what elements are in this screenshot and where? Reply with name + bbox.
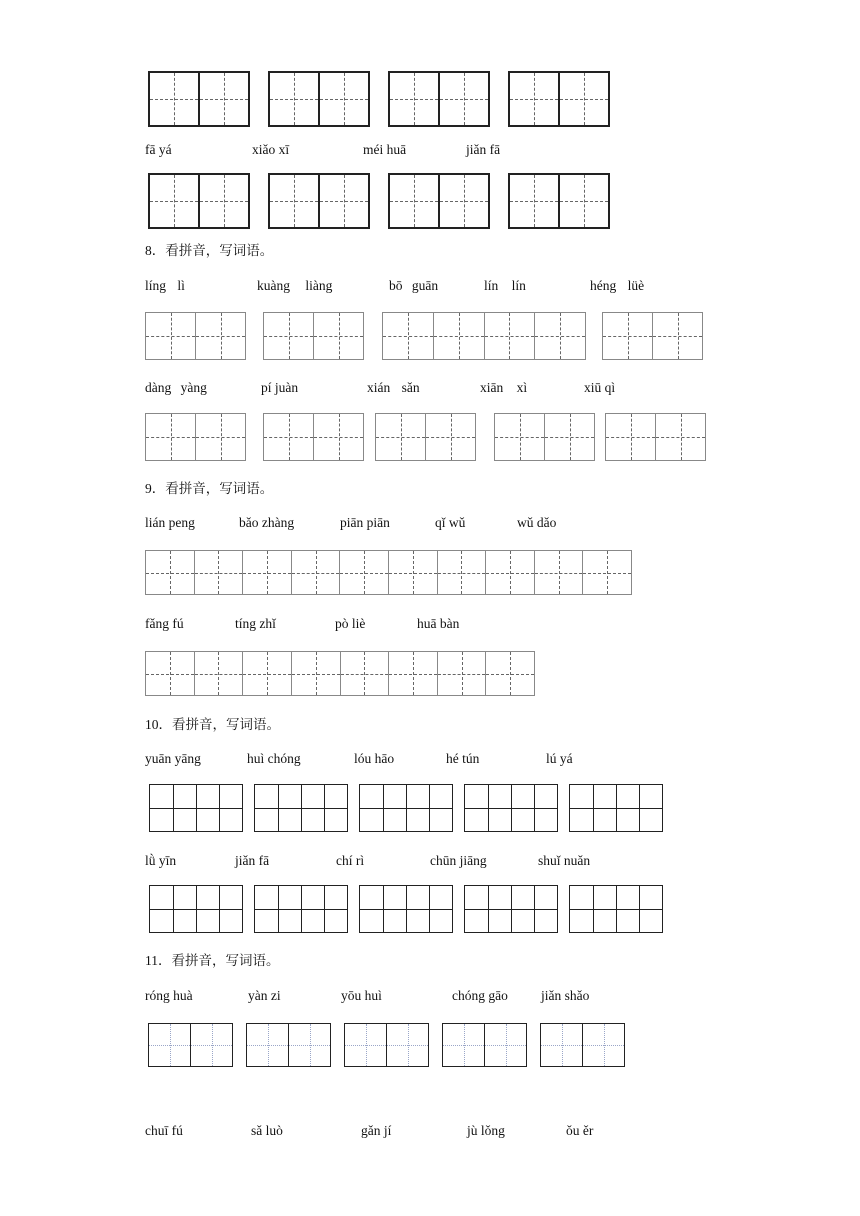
vertical-guide-line <box>344 73 345 125</box>
vertical-guide-line <box>289 414 290 460</box>
vertical-guide-line <box>310 1024 311 1066</box>
character-cell[interactable] <box>582 551 631 594</box>
grid-cells <box>510 73 608 125</box>
character-cell[interactable] <box>465 785 511 831</box>
writing-grid-13[interactable] <box>145 413 246 461</box>
vertical-guide-line <box>534 175 535 227</box>
question-11-heading: 11．看拼音，写词语。 <box>145 953 280 968</box>
grid-cells <box>146 313 245 359</box>
vertical-guide-line <box>268 1024 269 1066</box>
vertical-guide-line <box>221 313 222 359</box>
pinyin-label: chóng gāo <box>452 988 508 1003</box>
writing-grid-29[interactable] <box>569 885 663 933</box>
pinyin-label: fā yá <box>145 142 172 157</box>
vertical-guide-line <box>267 652 268 695</box>
writing-grid-1[interactable] <box>148 71 250 127</box>
character-cell[interactable] <box>510 73 558 125</box>
vertical-guide-line <box>218 652 219 695</box>
pinyin-label: hé tún <box>446 751 480 766</box>
writing-grid-30[interactable] <box>148 1023 233 1067</box>
character-cell[interactable] <box>264 313 313 359</box>
writing-grid-31[interactable] <box>246 1023 331 1067</box>
writing-grid-7[interactable] <box>388 173 490 229</box>
vertical-guide-line <box>429 886 430 932</box>
writing-grid-20[interactable] <box>149 784 243 832</box>
grid-cells <box>541 1024 624 1066</box>
character-cell[interactable] <box>495 414 544 460</box>
vertical-guide-line <box>278 785 279 831</box>
writing-grid-2[interactable] <box>268 71 370 127</box>
character-cell[interactable] <box>242 652 291 695</box>
pinyin-label: jiǎn fā <box>235 853 270 868</box>
character-cell[interactable] <box>510 175 558 227</box>
character-cell[interactable] <box>360 886 406 932</box>
character-cell[interactable] <box>190 1024 232 1066</box>
character-cell[interactable] <box>313 414 363 460</box>
character-cell[interactable] <box>570 886 616 932</box>
vertical-guide-line <box>570 414 571 460</box>
vertical-guide-line <box>170 1024 171 1066</box>
vertical-guide-line <box>584 73 585 125</box>
vertical-guide-line <box>339 313 340 359</box>
character-cell[interactable] <box>291 551 340 594</box>
pinyin-label: yuān yāng <box>145 751 201 766</box>
grid-cells <box>149 1024 232 1066</box>
vertical-guide-line <box>224 73 225 125</box>
character-cell[interactable] <box>443 1024 484 1066</box>
vertical-guide-line <box>451 414 452 460</box>
pinyin-label: xiū qì <box>584 380 616 395</box>
character-cell[interactable] <box>360 785 406 831</box>
writing-grid-6[interactable] <box>268 173 370 229</box>
character-cell[interactable] <box>534 551 583 594</box>
pinyin-label: jiǎn shǎo <box>541 988 590 1003</box>
character-cell[interactable] <box>438 73 488 125</box>
character-cell[interactable] <box>150 175 198 227</box>
grid-cells <box>383 313 585 359</box>
vertical-guide-line <box>221 414 222 460</box>
pinyin-label: qǐ wǔ <box>435 515 466 530</box>
character-cell[interactable] <box>198 73 248 125</box>
character-cell[interactable] <box>301 886 348 932</box>
vertical-guide-line <box>534 886 535 932</box>
vertical-guide-line <box>364 652 365 695</box>
character-cell[interactable] <box>383 313 433 359</box>
grid-cells <box>255 886 347 932</box>
character-cell[interactable] <box>270 73 318 125</box>
character-cell[interactable] <box>198 175 248 227</box>
question-8-heading: 8．看拼音，写词语。 <box>145 243 274 258</box>
pinyin-label: lín lín <box>484 278 526 293</box>
vertical-guide-line <box>364 551 365 594</box>
vertical-guide-line <box>344 175 345 227</box>
vertical-guide-line <box>408 313 409 359</box>
vertical-guide-line <box>639 785 640 831</box>
pinyin-label: chuī fú <box>145 1123 183 1138</box>
pinyin-label: huā bàn <box>417 616 460 631</box>
grid-cells <box>495 414 594 460</box>
vertical-guide-line <box>219 886 220 932</box>
character-cell[interactable] <box>541 1024 582 1066</box>
pinyin-label: xiǎo xī <box>252 142 290 157</box>
pinyin-label: lǜ yīn <box>145 853 177 868</box>
pinyin-label: tíng zhǐ <box>235 616 276 631</box>
character-cell[interactable] <box>301 785 348 831</box>
vertical-guide-line <box>681 414 682 460</box>
character-cell[interactable] <box>390 175 438 227</box>
character-cell[interactable] <box>386 1024 428 1066</box>
character-cell[interactable] <box>511 785 558 831</box>
character-cell[interactable] <box>194 652 243 695</box>
vertical-guide-line <box>461 551 462 594</box>
vertical-guide-line <box>414 73 415 125</box>
pinyin-label: róng huà <box>145 988 193 1003</box>
character-cell[interactable] <box>313 313 363 359</box>
pinyin-label: ǒu ěr <box>566 1123 594 1138</box>
pinyin-label: xiān xì <box>480 380 528 395</box>
grid-cells <box>150 785 242 831</box>
vertical-guide-line <box>278 886 279 932</box>
character-cell[interactable] <box>195 313 245 359</box>
writing-grid-25[interactable] <box>149 885 243 933</box>
character-cell[interactable] <box>558 175 608 227</box>
pinyin-label: lián peng <box>145 515 195 530</box>
writing-grid-18[interactable] <box>145 550 632 595</box>
character-cell[interactable] <box>242 551 291 594</box>
pinyin-label: jiǎn fā <box>466 142 501 157</box>
vertical-guide-line <box>324 785 325 831</box>
character-cell[interactable] <box>291 652 340 695</box>
character-cell[interactable] <box>603 313 652 359</box>
vertical-guide-line <box>218 551 219 594</box>
character-cell[interactable] <box>195 414 245 460</box>
grid-cells <box>465 785 557 831</box>
grid-cells <box>390 73 488 125</box>
writing-grid-11[interactable] <box>382 312 586 360</box>
vertical-guide-line <box>607 551 608 594</box>
character-cell[interactable] <box>484 1024 526 1066</box>
pinyin-label: chūn jiāng <box>430 853 487 868</box>
character-cell[interactable] <box>264 414 313 460</box>
vertical-guide-line <box>366 1024 367 1066</box>
pinyin-label: lú yá <box>546 751 573 766</box>
vertical-guide-line <box>408 1024 409 1066</box>
grid-cells <box>570 785 662 831</box>
character-cell[interactable] <box>616 886 663 932</box>
vertical-guide-line <box>678 313 679 359</box>
writing-grid-27[interactable] <box>359 885 453 933</box>
vertical-guide-line <box>562 1024 563 1066</box>
vertical-guide-line <box>510 652 511 695</box>
vertical-guide-line <box>383 886 384 932</box>
character-cell[interactable] <box>484 313 535 359</box>
pinyin-label: xián sǎn <box>367 380 420 395</box>
pinyin-label: chí rì <box>336 853 365 868</box>
vertical-guide-line <box>170 551 171 594</box>
character-cell[interactable] <box>465 886 511 932</box>
character-cell[interactable] <box>558 73 608 125</box>
grid-cells <box>360 886 452 932</box>
grid-cells <box>247 1024 330 1066</box>
writing-grid-34[interactable] <box>540 1023 625 1067</box>
vertical-guide-line <box>401 414 402 460</box>
character-cell[interactable] <box>318 175 368 227</box>
pinyin-label: gǎn jí <box>361 1123 392 1138</box>
writing-grid-19[interactable] <box>145 651 535 696</box>
character-cell[interactable] <box>149 1024 190 1066</box>
grid-cells <box>510 175 608 227</box>
vertical-guide-line <box>534 785 535 831</box>
character-cell[interactable] <box>511 886 558 932</box>
vertical-guide-line <box>212 1024 213 1066</box>
character-cell[interactable] <box>406 886 453 932</box>
vertical-guide-line <box>509 313 510 359</box>
grid-cells <box>443 1024 526 1066</box>
vertical-guide-line <box>413 652 414 695</box>
pinyin-label: bǎo zhàng <box>239 515 295 530</box>
pinyin-label: lóu hāo <box>354 751 395 766</box>
vertical-guide-line <box>506 1024 507 1066</box>
writing-grid-22[interactable] <box>359 784 453 832</box>
character-cell[interactable] <box>146 414 195 460</box>
pinyin-label: dàng yàng <box>145 380 207 395</box>
character-cell[interactable] <box>388 652 437 695</box>
pinyin-label: yōu huì <box>341 988 382 1003</box>
writing-grid-17[interactable] <box>605 413 706 461</box>
grid-cells <box>150 175 248 227</box>
grid-cells <box>146 414 245 460</box>
character-cell[interactable] <box>544 414 594 460</box>
character-cell[interactable] <box>437 652 486 695</box>
character-cell[interactable] <box>376 414 425 460</box>
vertical-guide-line <box>639 886 640 932</box>
writing-grid-4[interactable] <box>508 71 610 127</box>
character-cell[interactable] <box>438 175 488 227</box>
grid-cells <box>570 886 662 932</box>
grid-cells <box>146 551 631 594</box>
character-cell[interactable] <box>318 73 368 125</box>
writing-grid-15[interactable] <box>375 413 476 461</box>
vertical-guide-line <box>267 551 268 594</box>
writing-grid-14[interactable] <box>263 413 364 461</box>
vertical-guide-line <box>289 313 290 359</box>
pinyin-label: shuǐ nuǎn <box>538 853 591 868</box>
pinyin-label: sǎ luò <box>251 1123 283 1138</box>
vertical-guide-line <box>173 785 174 831</box>
character-cell[interactable] <box>485 652 534 695</box>
vertical-guide-line <box>464 73 465 125</box>
grid-cells <box>270 175 368 227</box>
pinyin-label: pò liè <box>335 616 366 631</box>
character-cell[interactable] <box>534 313 585 359</box>
vertical-guide-line <box>510 551 511 594</box>
writing-grid-3[interactable] <box>388 71 490 127</box>
pinyin-label: piān piān <box>340 515 390 530</box>
writing-grid-8[interactable] <box>508 173 610 229</box>
pinyin-label: kuàng liàng <box>257 278 333 293</box>
vertical-guide-line <box>631 414 632 460</box>
pinyin-label: fǎng fú <box>145 616 184 631</box>
vertical-guide-line <box>584 175 585 227</box>
character-cell[interactable] <box>582 1024 624 1066</box>
vertical-guide-line <box>593 886 594 932</box>
character-cell[interactable] <box>196 886 243 932</box>
character-cell[interactable] <box>150 886 196 932</box>
character-cell[interactable] <box>194 551 243 594</box>
character-cell[interactable] <box>247 1024 288 1066</box>
pinyin-label: méi huā <box>363 142 407 157</box>
vertical-guide-line <box>316 551 317 594</box>
character-cell[interactable] <box>150 785 196 831</box>
character-cell[interactable] <box>437 551 486 594</box>
grid-cells <box>606 414 705 460</box>
vertical-guide-line <box>488 785 489 831</box>
vertical-guide-line <box>224 175 225 227</box>
grid-cells <box>603 313 702 359</box>
character-cell[interactable] <box>390 73 438 125</box>
writing-grid-33[interactable] <box>442 1023 527 1067</box>
pinyin-label: wǔ dǎo <box>517 515 557 530</box>
vertical-guide-line <box>219 785 220 831</box>
pinyin-label: héng lüè <box>590 278 645 293</box>
vertical-guide-line <box>464 1024 465 1066</box>
writing-grid-26[interactable] <box>254 885 348 933</box>
vertical-guide-line <box>174 175 175 227</box>
vertical-guide-line <box>462 652 463 695</box>
character-cell[interactable] <box>146 652 194 695</box>
vertical-guide-line <box>560 313 561 359</box>
character-cell[interactable] <box>270 175 318 227</box>
vertical-guide-line <box>464 175 465 227</box>
character-cell[interactable] <box>655 414 705 460</box>
character-cell[interactable] <box>345 1024 386 1066</box>
vertical-guide-line <box>593 785 594 831</box>
character-cell[interactable] <box>146 313 195 359</box>
vertical-guide-line <box>488 886 489 932</box>
vertical-guide-line <box>429 785 430 831</box>
grid-cells <box>146 652 534 695</box>
grid-cells <box>465 886 557 932</box>
vertical-guide-line <box>171 414 172 460</box>
writing-grid-16[interactable] <box>494 413 595 461</box>
grid-cells <box>376 414 475 460</box>
writing-grid-9[interactable] <box>145 312 246 360</box>
character-cell[interactable] <box>606 414 655 460</box>
character-cell[interactable] <box>485 551 534 594</box>
pinyin-label: bō guān <box>389 278 439 293</box>
vertical-guide-line <box>413 551 414 594</box>
character-cell[interactable] <box>406 785 453 831</box>
writing-grid-32[interactable] <box>344 1023 429 1067</box>
character-cell[interactable] <box>570 785 616 831</box>
character-cell[interactable] <box>340 652 389 695</box>
vertical-guide-line <box>628 313 629 359</box>
grid-cells <box>345 1024 428 1066</box>
vertical-guide-line <box>534 73 535 125</box>
vertical-guide-line <box>520 414 521 460</box>
writing-grid-24[interactable] <box>569 784 663 832</box>
vertical-guide-line <box>174 73 175 125</box>
character-cell[interactable] <box>255 785 301 831</box>
character-cell[interactable] <box>288 1024 330 1066</box>
character-cell[interactable] <box>433 313 484 359</box>
vertical-guide-line <box>171 313 172 359</box>
vertical-guide-line <box>324 886 325 932</box>
pinyin-label: yàn zi <box>248 988 281 1003</box>
writing-grid-21[interactable] <box>254 784 348 832</box>
vertical-guide-line <box>294 175 295 227</box>
grid-cells <box>390 175 488 227</box>
question-9-heading: 9．看拼音，写词语。 <box>145 481 274 496</box>
grid-cells <box>255 785 347 831</box>
pinyin-label: huì chóng <box>247 751 301 766</box>
vertical-guide-line <box>559 551 560 594</box>
writing-grid-5[interactable] <box>148 173 250 229</box>
writing-grid-23[interactable] <box>464 784 558 832</box>
character-cell[interactable] <box>616 785 663 831</box>
character-cell[interactable] <box>425 414 475 460</box>
vertical-guide-line <box>414 175 415 227</box>
character-cell[interactable] <box>255 886 301 932</box>
vertical-guide-line <box>339 414 340 460</box>
pinyin-label: jù lǒng <box>467 1123 505 1138</box>
grid-cells <box>264 414 363 460</box>
character-cell[interactable] <box>339 551 388 594</box>
vertical-guide-line <box>459 313 460 359</box>
writing-grid-28[interactable] <box>464 885 558 933</box>
vertical-guide-line <box>604 1024 605 1066</box>
writing-grid-12[interactable] <box>602 312 703 360</box>
grid-cells <box>150 886 242 932</box>
writing-grid-10[interactable] <box>263 312 364 360</box>
character-cell[interactable] <box>146 551 194 594</box>
question-10-heading: 10．看拼音，写词语。 <box>145 717 280 732</box>
character-cell[interactable] <box>196 785 243 831</box>
vertical-guide-line <box>170 652 171 695</box>
grid-cells <box>150 73 248 125</box>
grid-cells <box>360 785 452 831</box>
grid-cells <box>264 313 363 359</box>
character-cell[interactable] <box>150 73 198 125</box>
vertical-guide-line <box>173 886 174 932</box>
vertical-guide-line <box>383 785 384 831</box>
grid-cells <box>270 73 368 125</box>
pinyin-label: líng lì <box>145 278 185 293</box>
character-cell[interactable] <box>652 313 702 359</box>
vertical-guide-line <box>316 652 317 695</box>
character-cell[interactable] <box>388 551 437 594</box>
vertical-guide-line <box>294 73 295 125</box>
pinyin-label: pí juàn <box>261 380 299 395</box>
